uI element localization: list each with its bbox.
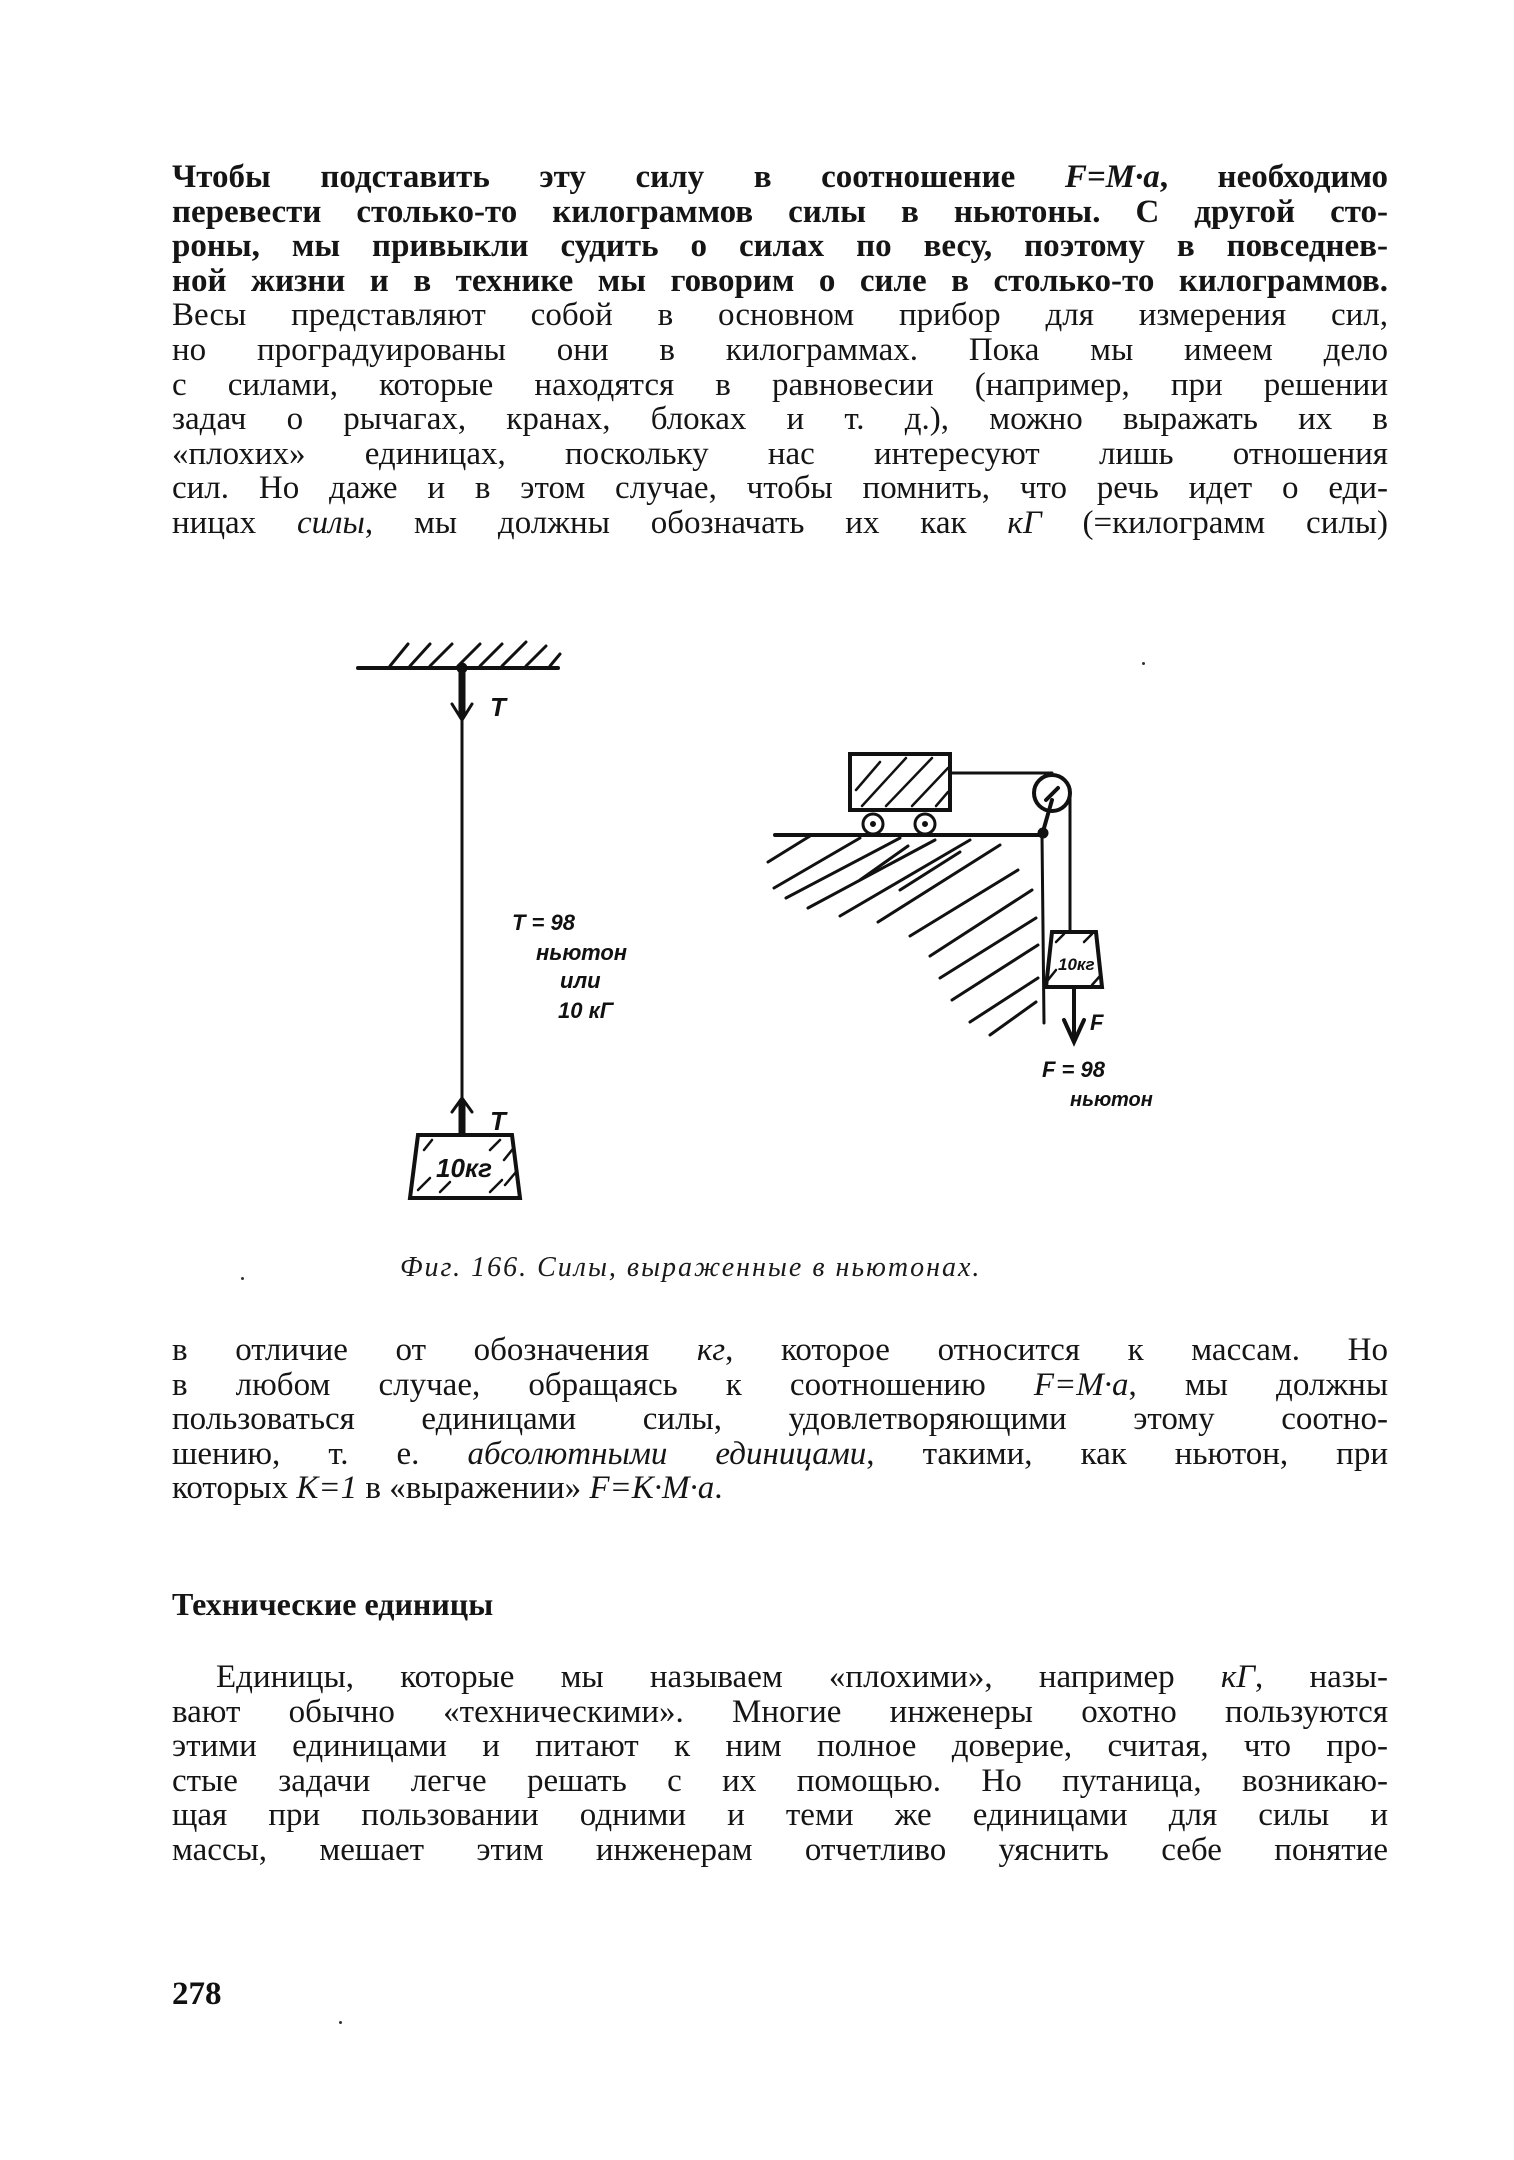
annotation-line: 10 кГ	[558, 998, 614, 1023]
paragraph-bottom	[172, 1660, 1388, 1868]
text-line: с силами, которые находятся в равновесии (например, при решении	[172, 366, 1388, 403]
figure-caption: Фиг. 166. Силы, выраженные в ньютонах.	[400, 1252, 982, 1283]
text-line: стые задачи легче решать с их помощью. Но путаница, возникаю-	[172, 1762, 1388, 1799]
text-line: в любом случае, обращаясь к соотношению F=M·a, мы должны	[172, 1366, 1388, 1403]
annotation-line: T = 98	[512, 910, 575, 935]
italic-term: F=M·a	[1033, 1366, 1129, 1403]
text-line: ной жизни и в технике мы говорим о силе в столько-то килограммов.	[172, 262, 1388, 299]
text-line: ницах силы, мы должны обозначать их как кГ (=килограмм силы)	[172, 504, 1388, 541]
text-line: но проградуированы они в килограммах. Пока мы имеем дело	[172, 331, 1388, 368]
table-surface	[768, 835, 1044, 1035]
italic-term: кг	[696, 1332, 726, 1368]
italic-term: кГ	[1220, 1659, 1256, 1695]
page-number: 278	[172, 1976, 222, 2012]
pulley	[1034, 775, 1070, 838]
italic-term: F=M·a	[1064, 159, 1160, 195]
text-line: пользоваться единицами силы, удовлетворяющими этому соотно-	[172, 1401, 1388, 1438]
text-line: роны, мы привыкли судить о силах по весу, поэтому в повседнев-	[172, 228, 1388, 265]
text-line: задач о рычагах, кранах, блоках и т. д.), можно выражать их в	[172, 401, 1388, 438]
text-line: сил. Но даже и в этом случае, чтобы помнить, что речь идет о еди-	[172, 470, 1388, 507]
paragraph-top	[172, 160, 1388, 541]
scan-speck	[241, 1277, 244, 1280]
cart	[850, 754, 950, 834]
scan-speck	[1142, 662, 1145, 665]
figure-166	[340, 640, 1240, 1240]
italic-term: силы	[297, 504, 365, 541]
text-line: этими единицами и питают к ним полное доверие, считая, что про-	[172, 1728, 1388, 1765]
text-line: вают обычно «техническими». Многие инженеры охотно пользуются	[172, 1693, 1388, 1730]
text-line: щая при пользовании одними и теми же единицами для силы и	[172, 1797, 1388, 1834]
scan-speck	[339, 2021, 342, 2024]
italic-term: абсолютными единицами	[467, 1435, 867, 1472]
italic-term: F=K·M·a	[589, 1470, 715, 1507]
italic-term: K=1	[296, 1470, 358, 1507]
paragraph-middle	[172, 1333, 1388, 1506]
tension-label-top: T	[490, 692, 506, 722]
text-line: Чтобы подставить эту силу в соотношение F=M·a, необходимо	[172, 159, 1388, 195]
tension-label-bottom: T	[490, 1106, 506, 1136]
mass-label-right: 10кг	[1058, 955, 1095, 974]
italic-term: кГ	[1007, 504, 1042, 541]
text-line: которых K=1 в «выражении» F=K·M·a.	[172, 1470, 723, 1507]
cart-pulley-diagram	[768, 754, 1102, 1042]
force-label: F	[1090, 1010, 1104, 1035]
text-line: в отличие от обозначения кг, которое относится к массам. Но	[172, 1332, 1389, 1368]
text-line: «плохих» единицах, поскольку нас интересуют лишь отношения	[172, 435, 1388, 472]
text-line: перевести столько-то килограммов силы в ньютоны. С другой сто-	[172, 193, 1388, 230]
section-heading: Технические единицы	[172, 1586, 494, 1622]
annotation-line: ньютон	[1070, 1089, 1153, 1111]
mass-label-left: 10кг	[436, 1153, 492, 1183]
text-line: Весы представляют собой в основном прибор для измерения сил,	[172, 297, 1388, 334]
annotation-line: ньютон	[536, 940, 628, 965]
text-line: шению, т. е. абсолютными единицами, такими, как ньютон, при	[172, 1435, 1388, 1472]
text-line: массы, мешает этим инженерам отчетливо уяснить себе понятие	[172, 1831, 1388, 1868]
text-line: Единицы, которые мы называем «плохими», например кГ, назы-	[216, 1659, 1388, 1695]
annotation-line: или	[560, 968, 601, 993]
annotation-line: F = 98	[1042, 1057, 1105, 1082]
